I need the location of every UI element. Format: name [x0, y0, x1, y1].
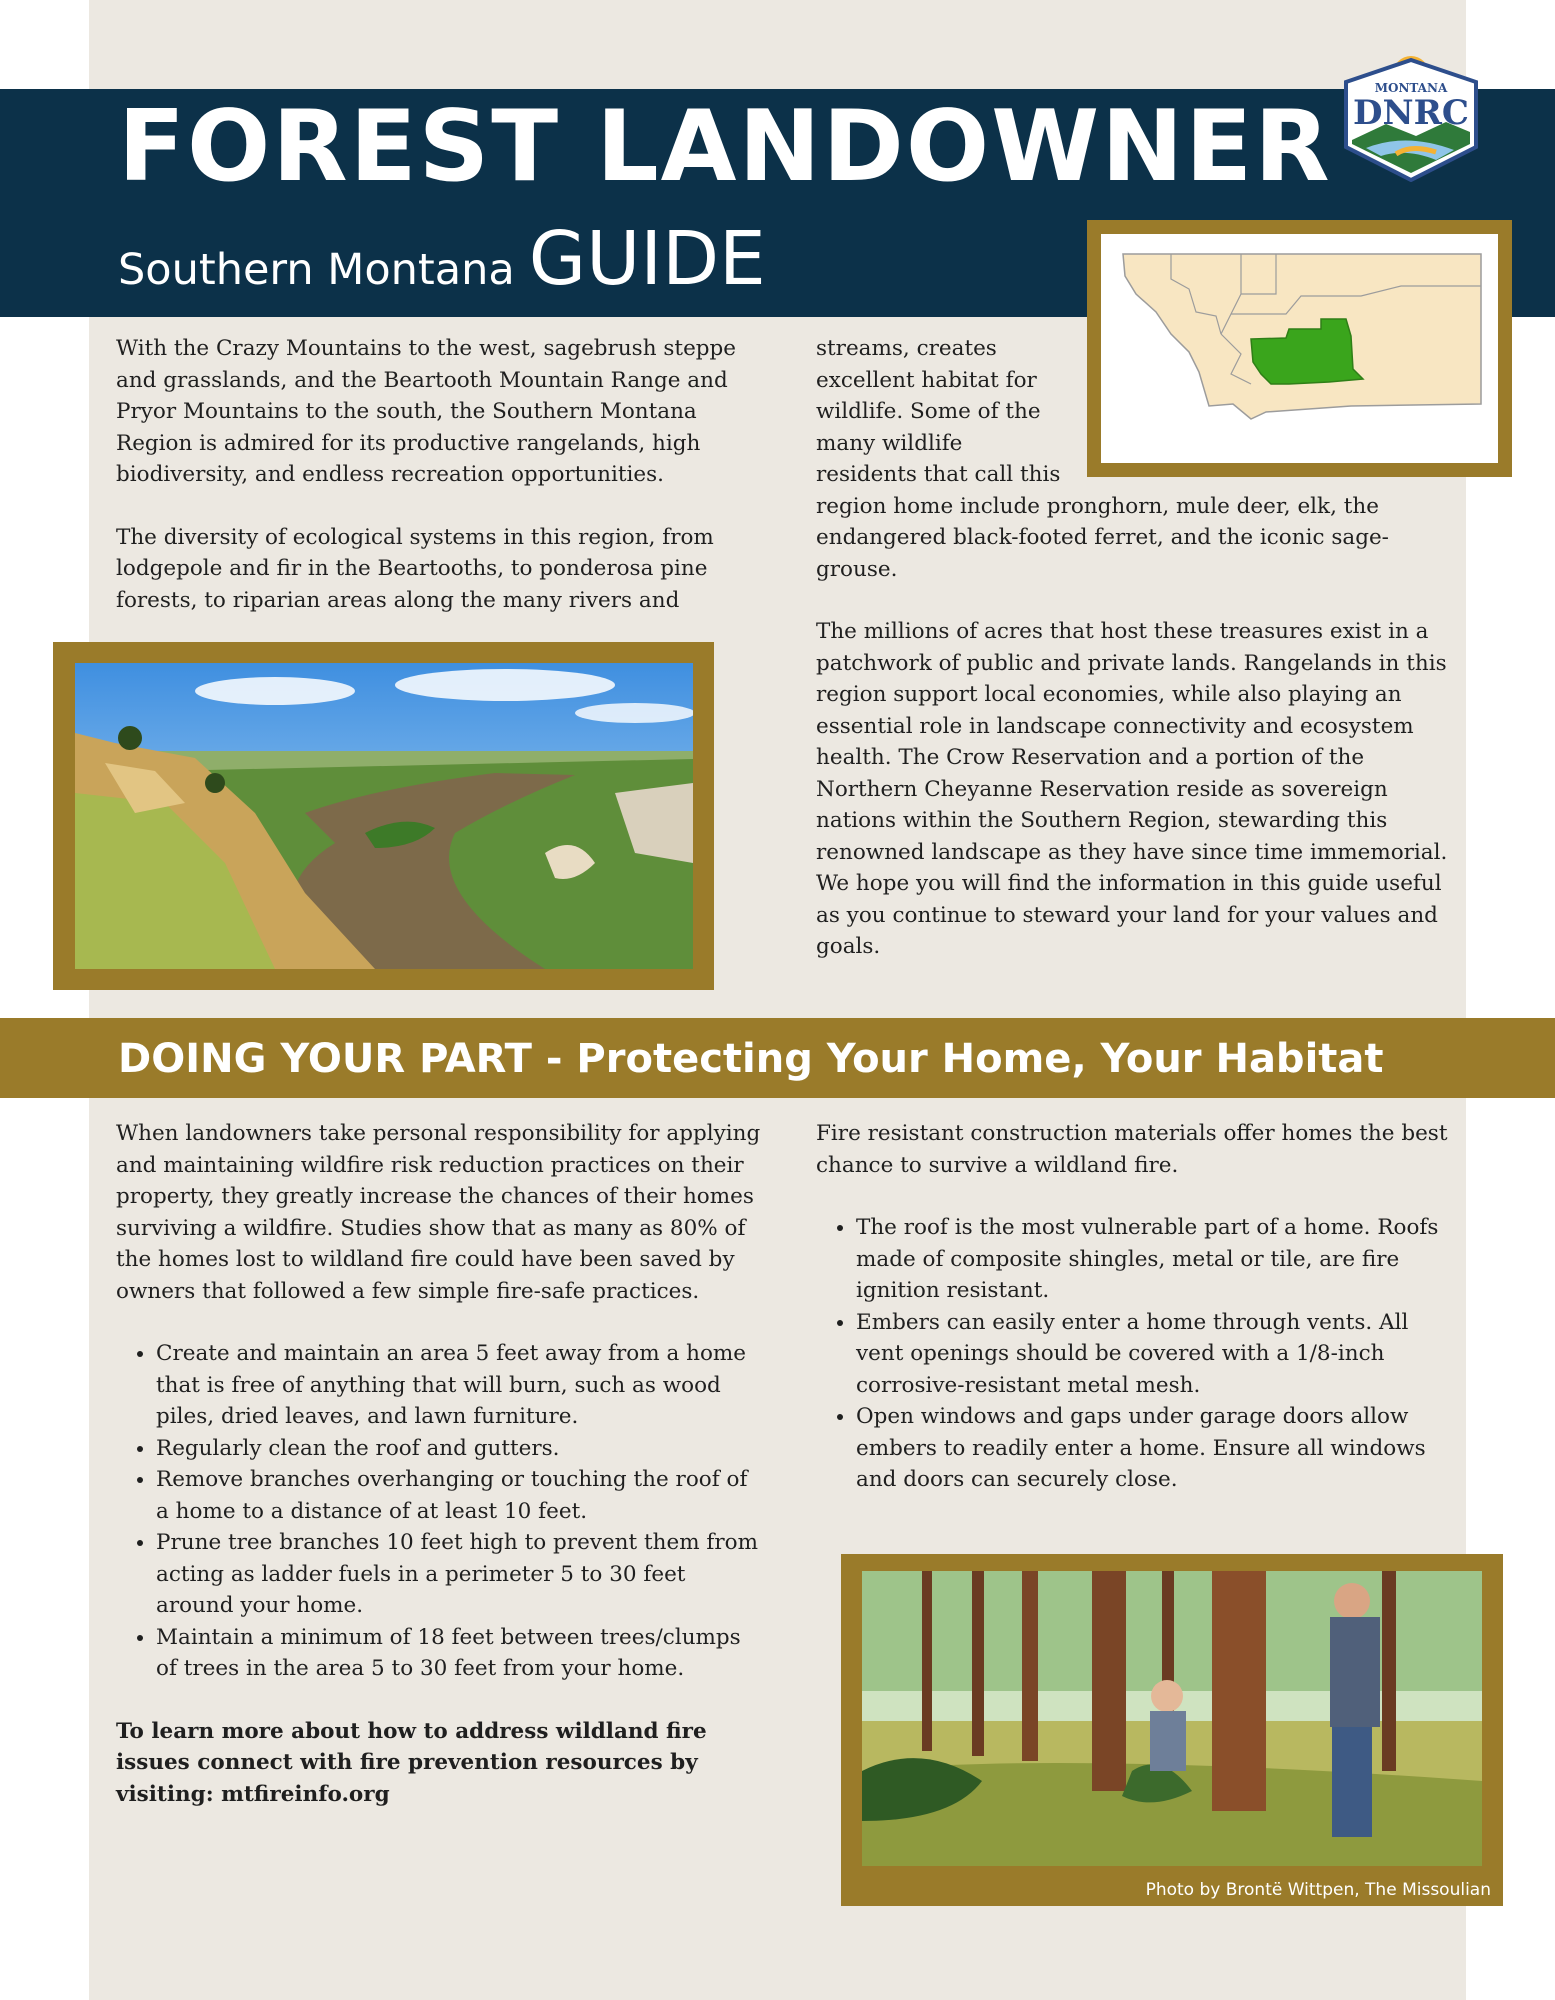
forest-family-photo [841, 1554, 1503, 1906]
left-bullet-list [116, 1338, 766, 1685]
page-title: FOREST LANDOWNER [118, 90, 1332, 204]
list-item: • The roof is the most vulnerable part of a home. Roofs made of composite shingles, metal or tile, are fire ignition resistant. [856, 1212, 1456, 1307]
logo-main-text: DNRC [1353, 93, 1469, 133]
river-landscape-photo [53, 642, 714, 990]
intro-continued-line-1: streams, creates [816, 336, 997, 361]
fire-info-note: To learn more about how to address wildland fire issues connect with fire prevention resources by visiting: mtfireinfo.org [116, 1718, 707, 1807]
intro-right-column [816, 333, 1456, 963]
page-subtitle [118, 216, 766, 302]
logo-top-text: MONTANA [1374, 81, 1448, 95]
list-item: • Regularly clean the roof and gutters. [156, 1433, 766, 1465]
section-title: DOING YOUR PART - Protecting Your Home, Your Habitat [118, 1036, 1384, 1082]
section-right-paragraph: Fire resistant construction materials offer homes the best chance to survive a wildland fire. [816, 1121, 1448, 1178]
section-left-column [116, 1118, 766, 1810]
photo-caption: Photo by Brontë Wittpen, The Missoulian [1145, 1880, 1491, 1900]
section-right-column [816, 1118, 1456, 1496]
intro-continued-line-5: residents that call this [816, 462, 1061, 487]
list-item: • Prune tree branches 10 feet high to prevent them from acting as ladder fuels in a perimeter 5 to 30 feet around your home. [156, 1527, 766, 1622]
intro-continued-line-2: excellent habitat for [816, 367, 1037, 393]
list-item: • Embers can easily enter a home through vents. All vent openings should be covered with a 1/8-inch corrosive-resistant metal mesh. [856, 1307, 1456, 1402]
subtitle-guide: GUIDE [528, 216, 766, 302]
right-bullet-list [816, 1212, 1456, 1496]
subtitle-region: Southern Montana [118, 245, 515, 295]
list-item: • Remove branches overhanging or touching the roof of a home to a distance of at least 10 feet. [156, 1464, 766, 1527]
list-item: • Open windows and gaps under garage doors allow embers to readily enter a home. Ensure all windows and doors can securely close. [856, 1401, 1456, 1496]
intro-continued-line-3: wildlife. Some of the [816, 399, 1041, 424]
intro-paragraph-1: With the Crazy Mountains to the west, sagebrush steppe and grasslands, and the Beartooth Mountain Range and Pryor Mountains to the south, the Southern Montana Region is admired for its productive rangelands, high biodiversity, and endless recreation opportunities. [116, 336, 737, 487]
section-left-paragraph: When landowners take personal responsibility for applying and maintaining wildfire risk reduction practices on their property, they greatly increase the chances of their homes surviving a wildfire. Studies show that as many as 80% of the homes lost to wildland fire could have been saved by owners that followed a few simple fire-safe practices. [116, 1121, 761, 1304]
intro-paragraph-2: The diversity of ecological systems in this region, from lodgepole and fir in the Beartooths, to ponderosa pine forests, to riparian areas along the many rivers and [116, 524, 714, 613]
intro-paragraph-3: The millions of acres that host these treasures exist in a patchwork of public and private lands. Rangelands in this region support local economies, while also playing an essential role in landscape connectivity and ecosystem health. The Crow Reservation and a portion of the Northern Cheyanne Reservation reside as sovereign nations within the Southern Region, stewarding this renowned landscape as they have since time immemorial. We hope you will find the information in this guide useful as you continue to steward your land for your values and goals. [816, 619, 1448, 959]
list-item: • Create and maintain an area 5 feet away from a home that is free of anything that will burn, such as wood piles, dried leaves, and lawn furniture. [156, 1338, 766, 1433]
list-item: • Maintain a minimum of 18 feet between trees/clumps of trees in the area 5 to 30 feet from your home. [156, 1622, 766, 1685]
intro-left-column [116, 333, 766, 616]
intro-continued-rest: region home include pronghorn, mule deer, elk, the endangered black-footed ferret, and the iconic sage-grouse. [816, 493, 1389, 582]
intro-continued-line-4: many wildlife [816, 430, 963, 456]
dnrc-logo-icon [1336, 52, 1486, 182]
